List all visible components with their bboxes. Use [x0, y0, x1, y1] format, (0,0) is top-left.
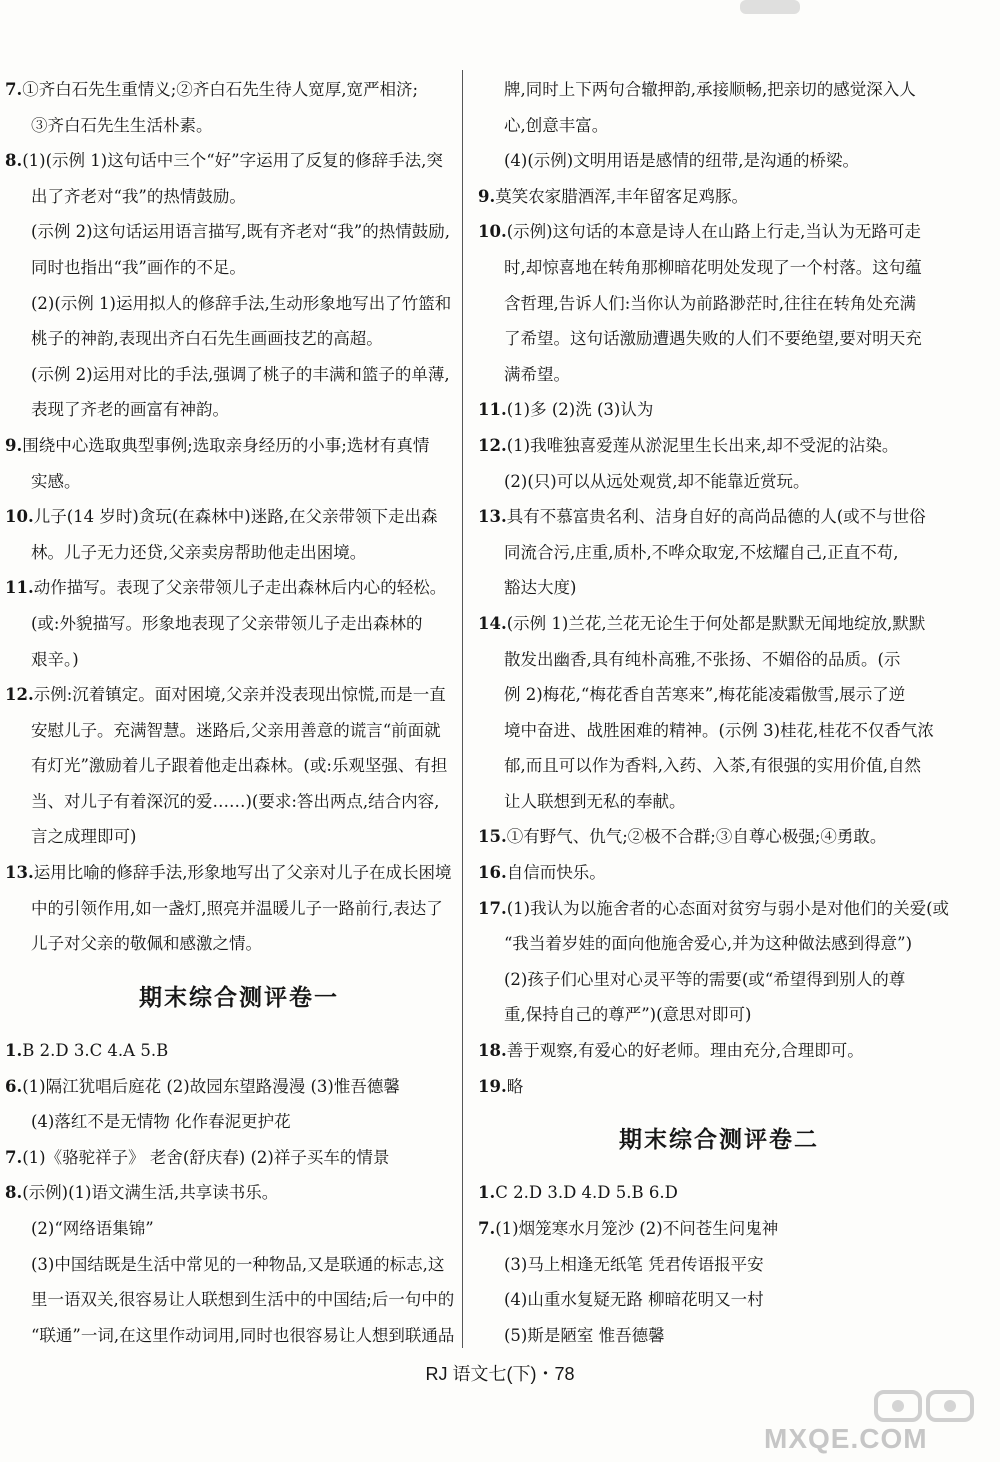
item-number: 11.	[478, 400, 507, 420]
answer-line	[478, 357, 940, 393]
answer-text: (5)斯是陋室 惟吾德馨	[504, 1325, 665, 1345]
answer-text: 自信而快乐。	[506, 863, 606, 883]
item-number: 7.	[5, 80, 23, 99]
answer-text: 示例:沉着镇定。面对困境,父亲并没表现出惊慌,而是一直	[33, 685, 446, 705]
answer-text: 例 2)梅花,“梅花香自苦寒来”,梅花能凌霜傲雪,展示了逆	[504, 685, 906, 705]
answer-text: 里一语双关,很容易让人联想到生活中的中国结;后一句中的	[31, 1290, 455, 1310]
watermark-text: MXQE.COM	[764, 1423, 928, 1454]
answer-text: 含哲理,告诉人们:当你认为前路渺茫时,往往在转角处充满	[504, 293, 917, 313]
answer-text: ①齐白石先生重情义;②齐白石先生待人宽厚,宽严相济;	[22, 80, 419, 99]
answer-text: 桃子的神韵,表现出齐白石先生画画技艺的高超。	[31, 329, 383, 349]
answer-line	[478, 713, 940, 749]
answer-text: ①有野气、仇气;②极不合群;③自尊心极强;④勇敢。	[506, 827, 887, 847]
answer-text: 当、对儿子有着深沉的爱……)(要求:答出两点,结合内容,	[31, 791, 440, 811]
answer-item	[478, 855, 940, 891]
answer-line	[5, 784, 453, 820]
answer-line	[5, 891, 453, 927]
answer-text: B 2.D 3.C 4.A 5.B	[22, 1041, 169, 1061]
item-number: 15.	[478, 827, 507, 847]
answer-text: 同流合污,庄重,质朴,不哗众取宠,不炫耀自己,正直不苟,	[504, 542, 899, 562]
answer-text: 郁,而且可以作为香料,入药、入茶,有很强的实用价值,自然	[504, 756, 921, 776]
left-column	[5, 72, 453, 1353]
answer-text: (示例)(1)语文满生活,共享读书乐。	[22, 1183, 279, 1203]
answer-item	[478, 392, 940, 428]
answer-text: (2)孩子们心里对心灵平等的需要(或“希望得到别人的尊	[504, 969, 906, 989]
item-number: 1.	[478, 1183, 496, 1203]
answer-line	[478, 997, 940, 1033]
column-divider	[462, 70, 463, 1348]
answer-text: 境中奋进、战胜困难的精神。(示例 3)桂花,桂花不仅香气浓	[504, 720, 934, 740]
answer-text: 时,却惊喜地在转角那柳暗花明处发现了一个村落。这句蕴	[504, 257, 922, 277]
answer-item	[478, 891, 950, 927]
answer-text: 豁达大度)	[504, 578, 577, 598]
answer-text: 散发出幽香,具有纯朴高雅,不张扬、不媚俗的品质。(示	[504, 649, 901, 669]
answer-text: 具有不慕富贵名利、洁身自好的高尚品德的人(或不与世俗	[506, 507, 926, 527]
answer-line	[5, 535, 453, 571]
answer-item	[5, 143, 453, 179]
answer-line	[5, 713, 453, 749]
answer-text: “联通”一词,在这里作动词用,同时也很容易让人想到联通品	[31, 1325, 455, 1345]
answer-text: 莫笑农家腊酒浑,丰年留客足鸡豚。	[495, 186, 748, 206]
answer-line	[5, 108, 453, 144]
answer-line	[478, 143, 940, 179]
answer-text: 林。儿子无力还贷,父亲卖房帮助他走出困境。	[31, 542, 367, 562]
answer-text: 心,创意丰富。	[504, 115, 609, 135]
item-number: 19.	[478, 1076, 507, 1096]
item-number: 12.	[5, 685, 34, 705]
answer-text: 重,保持自己的尊严”)(意思对即可)	[504, 1005, 752, 1025]
answer-item	[478, 1069, 940, 1105]
watermark-logo-icon	[876, 1392, 972, 1420]
answer-item	[5, 428, 453, 464]
item-number: 10.	[5, 507, 34, 527]
item-number: 14.	[478, 613, 507, 633]
answer-line	[5, 286, 453, 322]
answer-text: (4)(示例)文明用语是感情的纽带,是沟通的桥梁。	[504, 151, 859, 171]
answer-item	[478, 606, 940, 642]
answer-text: 儿子对父亲的敬佩和感激之情。	[31, 934, 262, 954]
section-heading: 期末综合测评卷二	[619, 1126, 819, 1154]
scan-smudge	[740, 0, 800, 14]
item-number: 16.	[478, 863, 507, 883]
answer-text: (1)烟笼寒水月笼沙 (2)不问苍生问鬼神	[495, 1219, 779, 1238]
answer-text: (1)多 (2)洗 (3)认为	[506, 400, 654, 420]
item-number: 8.	[5, 151, 23, 171]
answer-text: 实感。	[31, 471, 81, 491]
answer-text: 艰辛。)	[31, 649, 79, 669]
answer-text: (2)“网络语集锦”	[31, 1219, 154, 1238]
answer-line	[478, 748, 940, 784]
answer-line	[478, 464, 940, 500]
item-number: 9.	[5, 435, 23, 455]
answer-line	[5, 1211, 453, 1247]
answer-line	[478, 1247, 940, 1283]
answer-line	[478, 321, 940, 357]
answer-item	[5, 72, 453, 108]
answer-line	[5, 179, 453, 215]
answer-line	[5, 819, 453, 855]
answer-text: “我当着岁娃的面向他施舍爱心,并为这种做法感到得意”)	[504, 934, 913, 954]
answer-text: (或:外貌描写。形象地表现了父亲带领儿子走出森林的	[31, 613, 423, 633]
answer-text: 有灯光”激励着儿子跟着他走出森林。(或:乐观坚强、有担	[31, 756, 448, 776]
answer-line	[5, 1247, 453, 1283]
item-number: 7.	[478, 1219, 496, 1238]
answer-text: (1)我唯独喜爱莲从淤泥里生长出来,却不受泥的沾染。	[506, 435, 899, 455]
answer-text: ③齐白石先生生活朴素。	[31, 115, 213, 135]
answer-line	[5, 1282, 453, 1318]
answer-line	[5, 1104, 453, 1140]
answer-text: 同时也指出“我”画作的不足。	[31, 257, 246, 277]
answer-text: (3)中国结既是生活中常见的一种物品,又是联通的标志,这	[31, 1254, 445, 1274]
answer-text: (4)落红不是无情物 化作春泥更护花	[31, 1112, 291, 1132]
answer-text: (2)(示例 1)运用拟人的修辞手法,生动形象地写出了竹篮和	[31, 293, 452, 313]
item-number: 7.	[5, 1147, 23, 1167]
answer-text: 满希望。	[504, 364, 570, 384]
answer-item	[5, 499, 453, 535]
item-number: 17.	[478, 898, 507, 918]
answer-line	[5, 250, 453, 286]
answer-line	[478, 286, 940, 322]
item-number: 8.	[5, 1183, 23, 1203]
answer-text: 安慰儿子。充满智慧。迷路后,父亲用善意的谎言“前面就	[31, 720, 441, 740]
answer-text: (3)马上相逢无纸笔 凭君传语报平安	[504, 1254, 764, 1274]
answer-item	[478, 214, 940, 250]
answer-line	[5, 214, 453, 250]
answer-text: 出了齐老对“我”的热情鼓励。	[31, 186, 246, 206]
answer-line	[5, 321, 453, 357]
answer-item	[478, 1033, 940, 1069]
answer-item	[5, 1069, 453, 1105]
answer-line	[5, 464, 453, 500]
answer-line	[478, 108, 940, 144]
answer-item	[478, 499, 940, 535]
answer-text: 中的引领作用,如一盏灯,照亮并温暖儿子一路前行,表达了	[31, 898, 443, 918]
answer-line	[478, 962, 940, 998]
answer-item	[478, 179, 940, 215]
answer-text: 了希望。这句话激励遭遇失败的人们不要绝望,要对明天充	[504, 329, 922, 349]
answer-line	[478, 784, 940, 820]
item-number: 13.	[5, 863, 34, 883]
answer-line	[478, 250, 940, 286]
item-number: 1.	[5, 1041, 23, 1061]
answer-text: (示例 2)运用对比的手法,强调了桃子的丰满和篮子的单薄,	[31, 364, 450, 384]
answer-line	[5, 1318, 453, 1354]
answer-line	[478, 642, 940, 678]
answer-line	[478, 535, 940, 571]
answer-text: (示例 1)兰花,兰花无论生于何处都是默默无闻地绽放,默默	[506, 613, 926, 633]
page-footer: RJ 语文七(下)・78	[425, 1364, 575, 1384]
answer-text: (1)我认为以施舍者的心态面对贫穷与弱小是对他们的关爱(或	[506, 898, 950, 918]
answer-text: 动作描写。表现了父亲带领儿子走出森林后内心的轻松。	[33, 578, 447, 598]
answer-text: (示例)这句话的本意是诗人在山路上行走,当认为无路可走	[506, 222, 921, 242]
answer-item	[5, 855, 453, 891]
answer-text: 运用比喻的修辞手法,形象地写出了父亲对儿子在成长困境	[33, 863, 452, 883]
answer-line	[478, 1282, 940, 1318]
answer-line	[478, 570, 940, 606]
answer-line	[5, 642, 453, 678]
answer-line	[478, 926, 940, 962]
answer-line	[478, 1318, 940, 1354]
answer-text: C 2.D 3.D 4.D 5.B 6.D	[495, 1183, 678, 1203]
watermark-logo	[758, 1388, 990, 1454]
item-number: 11.	[5, 578, 34, 598]
answer-line	[5, 748, 453, 784]
answer-text: 牌,同时上下两句合辙押韵,承接顺畅,把亲切的感觉深入人	[504, 80, 916, 99]
answer-text: (1)(示例 1)这句话中三个“好”字运用了反复的修辞手法,突	[22, 151, 443, 171]
answer-line	[5, 357, 453, 393]
right-column	[478, 72, 950, 1353]
answer-item	[5, 1175, 453, 1211]
answer-text: 言之成理即可)	[31, 827, 137, 847]
item-number: 12.	[478, 435, 507, 455]
item-number: 9.	[478, 186, 496, 206]
answer-item	[478, 1211, 940, 1247]
answer-text: 略	[506, 1076, 524, 1096]
answer-text: 善于观察,有爱心的好老师。理由充分,合理即可。	[506, 1041, 864, 1061]
item-number: 6.	[5, 1076, 23, 1096]
item-number: 18.	[478, 1041, 507, 1061]
answer-text: 让人联想到无私的奉献。	[504, 791, 686, 811]
answer-text: (4)山重水复疑无路 柳暗花明又一村	[504, 1290, 764, 1310]
answer-text: 围绕中心选取典型事例;选取亲身经历的小事;选材有真情	[22, 435, 430, 455]
answer-item	[5, 1140, 453, 1176]
item-number: 13.	[478, 507, 507, 527]
answer-text: (1)《骆驼祥子》 老舍(舒庆春) (2)祥子买车的情景	[22, 1147, 390, 1167]
item-number: 10.	[478, 222, 507, 242]
answer-item	[5, 677, 453, 713]
answer-line	[5, 926, 453, 962]
answer-text: (1)隔江犹唱后庭花 (2)故园东望路漫漫 (3)惟吾德馨	[22, 1076, 400, 1096]
answer-item	[5, 570, 453, 606]
answer-text: 儿子(14 岁时)贪玩(在森林中)迷路,在父亲带领下走出森	[33, 507, 438, 527]
answer-line	[5, 606, 453, 642]
answer-item	[478, 428, 940, 464]
answer-line	[478, 677, 940, 713]
answer-text: 表现了齐老的画富有神韵。	[31, 400, 229, 420]
answer-text: (示例 2)这句话运用语言描写,既有齐老对“我”的热情鼓励,	[31, 222, 450, 242]
answer-item	[5, 1033, 453, 1069]
answer-line	[5, 392, 453, 428]
answer-line	[478, 72, 940, 108]
answer-item	[478, 1175, 940, 1211]
answer-item	[478, 819, 940, 855]
section-heading: 期末综合测评卷一	[139, 983, 339, 1011]
answer-text: (2)(只)可以从远处观赏,却不能靠近赏玩。	[504, 471, 810, 491]
